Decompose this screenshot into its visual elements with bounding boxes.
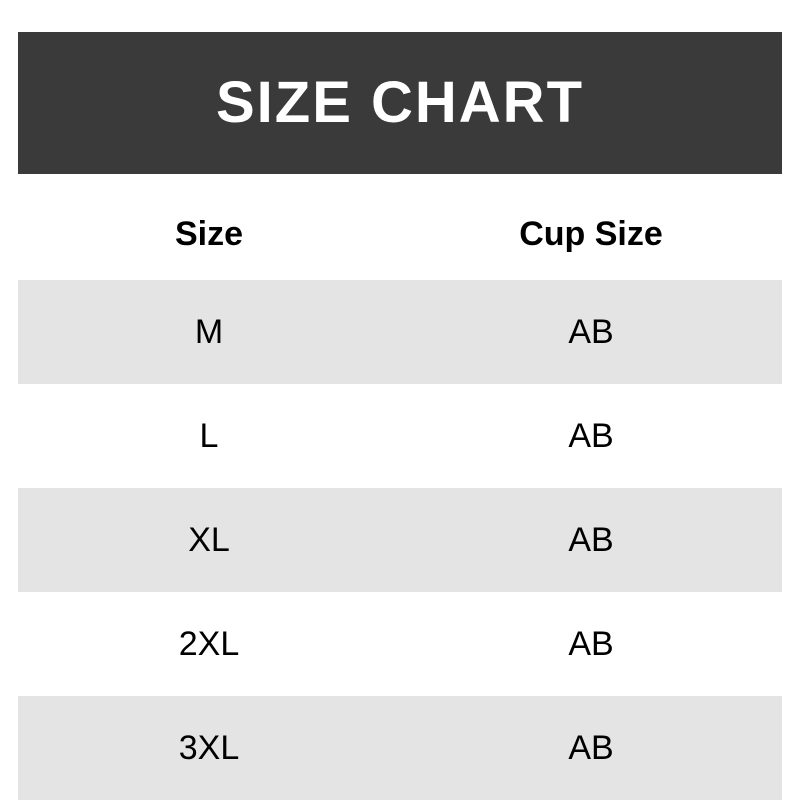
cell-size: L	[199, 416, 219, 455]
size-chart-table	[18, 188, 782, 800]
table-header-row	[18, 188, 782, 280]
cell-cup-size: AB	[568, 520, 614, 559]
cell-size: 3XL	[178, 728, 240, 767]
table-row	[18, 384, 782, 488]
table-row	[18, 280, 782, 384]
table-row	[18, 696, 782, 800]
cell-cup-size: AB	[568, 416, 614, 455]
cell-cup-size: AB	[568, 728, 614, 767]
cell-cup-size: AB	[568, 312, 614, 351]
title-band	[18, 32, 782, 174]
table-row	[18, 488, 782, 592]
cell-size: XL	[188, 520, 230, 559]
cell-size: M	[194, 312, 224, 351]
page-title: SIZE CHART	[216, 70, 584, 135]
table-row	[18, 592, 782, 696]
column-header-cup-size: Cup Size	[519, 214, 663, 253]
column-header-size: Size	[174, 214, 244, 253]
cell-cup-size: AB	[568, 624, 614, 663]
cell-size: 2XL	[178, 624, 240, 663]
